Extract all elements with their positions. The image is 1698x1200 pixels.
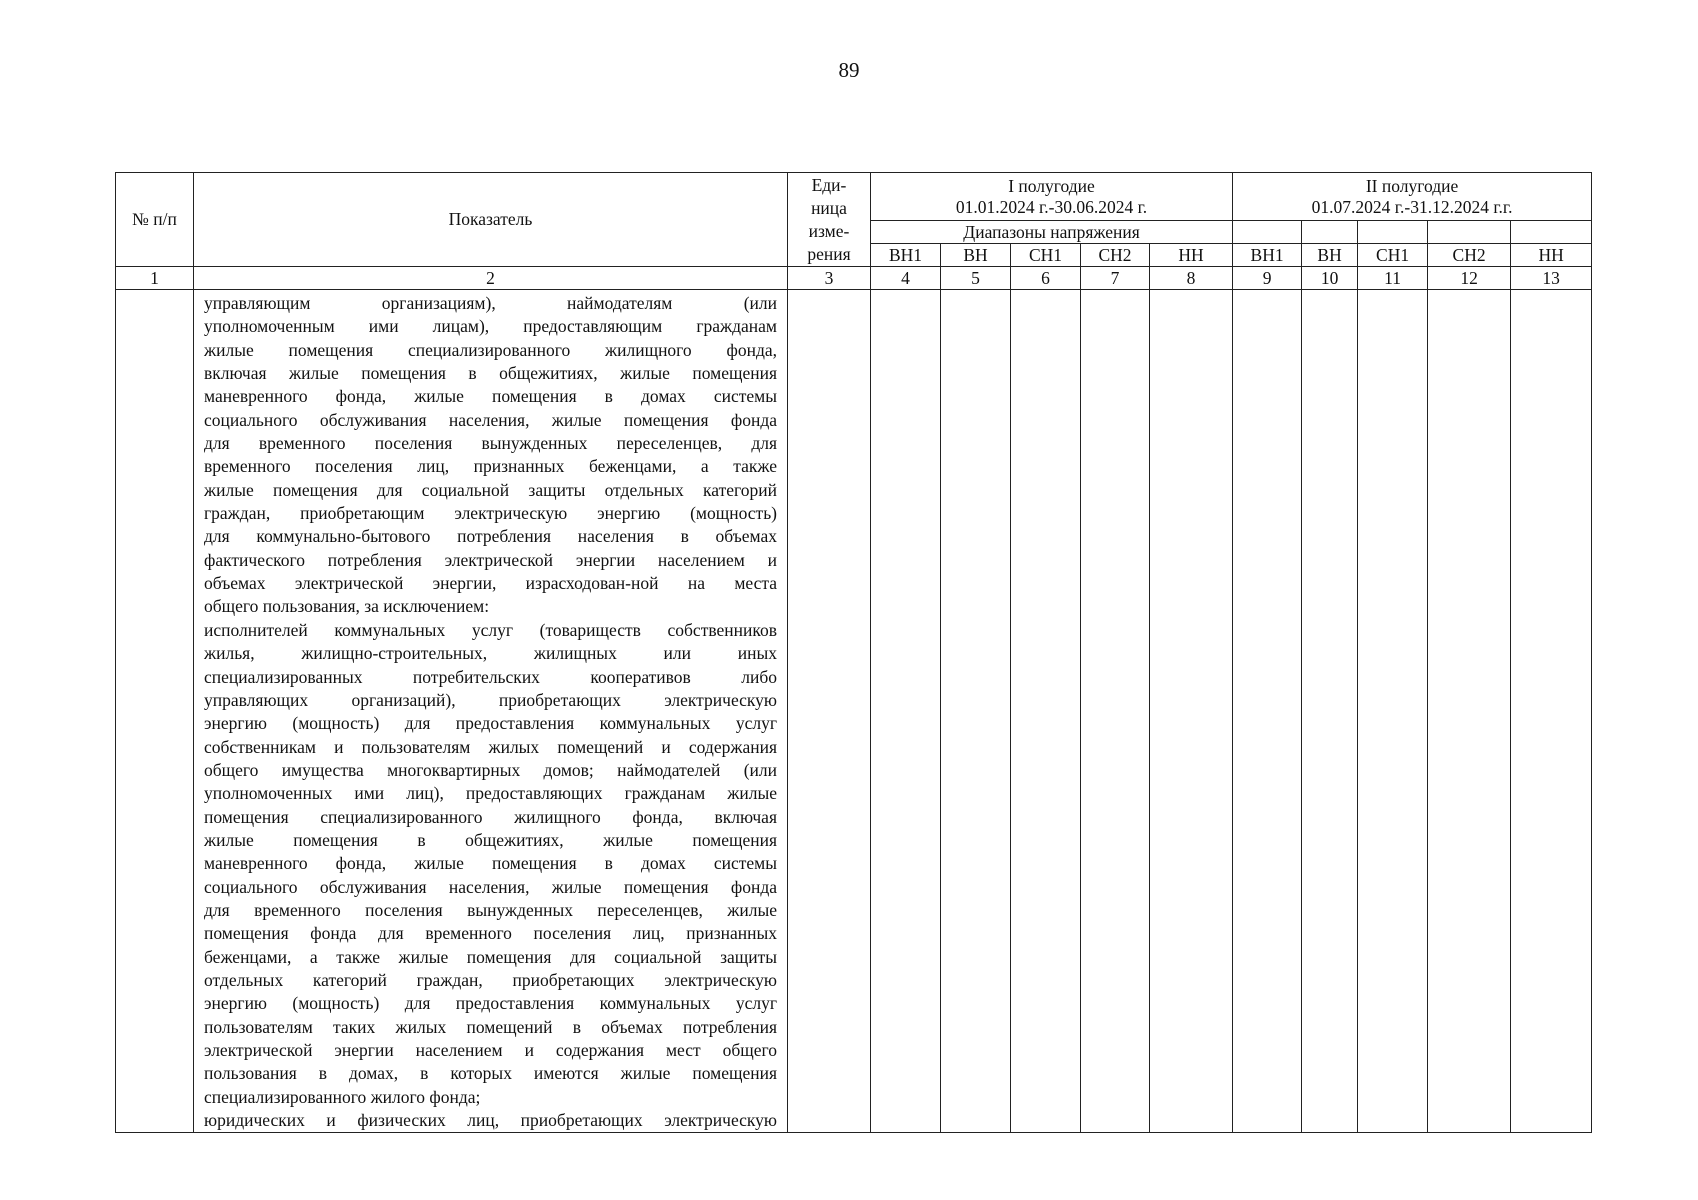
column-number: 4 bbox=[871, 267, 941, 290]
voltage-level-h1: НН bbox=[1150, 244, 1233, 267]
column-number: 8 bbox=[1150, 267, 1233, 290]
text-line: граждан, приобретающим электрическую энергию (мощность) bbox=[204, 503, 777, 524]
text-line: помещения специализированного жилищного фонда, включая bbox=[204, 806, 777, 827]
value-cell bbox=[1358, 290, 1428, 1133]
text-line: жилья, жилищно-строительных, жилищных или иных bbox=[204, 643, 777, 664]
header-row-1 bbox=[116, 173, 1592, 221]
page-number: 89 bbox=[838, 58, 860, 82]
text-line: пользователям таких жилых помещений в объемах потребления bbox=[204, 1016, 777, 1037]
text-line: специализированных потребительских кооперативов либо bbox=[204, 666, 777, 687]
tariff-table bbox=[115, 172, 1592, 1133]
header-half2-period: 01.07.2024 г.-31.12.2024 г.г. bbox=[1311, 196, 1513, 217]
text-line: жилые помещения специализированного жилищного фонда, bbox=[204, 339, 777, 360]
text-line: исполнителей коммунальных услуг (товариществ собственников bbox=[204, 619, 777, 640]
voltage-level-h2: СН2 bbox=[1428, 244, 1511, 267]
voltage-level-h1: ВН1 bbox=[871, 244, 941, 267]
text-line: специализированного жилого фонда; bbox=[204, 1086, 481, 1107]
text-line: помещения фонда для временного поселения лиц, признанных bbox=[204, 923, 777, 944]
text-line: маневренного фонда, жилые помещения в домах системы bbox=[204, 853, 777, 874]
text-line: электрической энергии населением и содержания мест общего bbox=[204, 1040, 777, 1060]
text-line: общего пользования, за исключением: bbox=[204, 596, 490, 617]
text-line: временного поселения лиц, признанных беженцами, а также bbox=[204, 456, 777, 477]
header-half1-title: I полугодие bbox=[1008, 175, 1095, 196]
text-line: уполномоченных ими лиц), предоставляющих гражданам жилые bbox=[204, 783, 777, 804]
column-number: 12 bbox=[1428, 267, 1511, 290]
value-cell bbox=[871, 290, 941, 1133]
text-line: управляющих организаций), приобретающих электрическую bbox=[204, 689, 777, 710]
text-line: управляющим организациям), наймодателям (или bbox=[204, 293, 777, 313]
text-line: энергию (мощность) для предоставления коммунальных услуг bbox=[204, 993, 777, 1014]
value-cell bbox=[1233, 290, 1302, 1133]
text-line: социального обслуживания населения, жилые помещения фонда bbox=[204, 876, 777, 897]
header-blank bbox=[1428, 221, 1511, 244]
row-number-cell bbox=[116, 290, 194, 1133]
voltage-level-h1: ВН bbox=[941, 244, 1011, 267]
header-blank bbox=[1302, 221, 1358, 244]
text-line: пользования в домах, в которых имеются жилые помещения bbox=[204, 1063, 777, 1084]
header-unit-line: рения bbox=[807, 243, 851, 264]
column-number: 11 bbox=[1358, 267, 1428, 290]
text-line: для временного поселения вынужденных переселенцев, для bbox=[204, 433, 777, 454]
header-blank bbox=[1233, 221, 1302, 244]
column-number: 5 bbox=[941, 267, 1011, 290]
column-number: 13 bbox=[1511, 267, 1592, 290]
column-number: 6 bbox=[1011, 267, 1081, 290]
value-cell bbox=[1302, 290, 1358, 1133]
value-cell bbox=[1081, 290, 1150, 1133]
header-unit-line: ница bbox=[811, 197, 847, 218]
indicator-text bbox=[194, 290, 788, 1133]
value-cell bbox=[1011, 290, 1081, 1133]
header-unit bbox=[788, 173, 871, 267]
column-number: 7 bbox=[1081, 267, 1150, 290]
header-num: № п/п bbox=[116, 173, 194, 267]
column-number: 10 bbox=[1302, 267, 1358, 290]
header-unit-line: изме- bbox=[808, 220, 850, 241]
voltage-level-h1: СН1 bbox=[1011, 244, 1081, 267]
text-line: беженцами, а также жилые помещения для социальной защиты bbox=[204, 946, 777, 967]
text-line: уполномоченным ими лицам), предоставляющим гражданам bbox=[204, 316, 777, 337]
text-line: для коммунально-бытового потребления населения в объемах bbox=[204, 526, 777, 547]
text-line: включая жилые помещения в общежитиях, жилые помещения bbox=[204, 363, 777, 384]
header-half1-period: 01.01.2024 г.-30.06.2024 г. bbox=[955, 196, 1148, 217]
text-line: фактического потребления электрической энергии населением и bbox=[204, 549, 777, 570]
text-line: социального обслуживания населения, жилые помещения фонда bbox=[204, 409, 777, 430]
voltage-level-h2: СН1 bbox=[1358, 244, 1428, 267]
table-row bbox=[116, 290, 1592, 1133]
text-line: жилые помещения в общежитиях, жилые помещения bbox=[204, 829, 777, 850]
voltage-level-h2: НН bbox=[1511, 244, 1592, 267]
text-line: жилые помещения для социальной защиты отдельных категорий bbox=[204, 479, 777, 500]
text-line: энергию (мощность) для предоставления коммунальных услуг bbox=[204, 713, 777, 734]
header-voltage-ranges: Диапазоны напряжения bbox=[871, 221, 1233, 244]
text-line: общего имущества многоквартирных домов; наймодателей (или bbox=[204, 759, 777, 780]
header-unit-line: Еди- bbox=[811, 174, 847, 195]
column-number: 2 bbox=[194, 267, 788, 290]
text-line: объемах электрической энергии, израсходован-ной на места bbox=[204, 573, 777, 594]
value-cell bbox=[1428, 290, 1511, 1133]
header-half2 bbox=[1233, 173, 1592, 221]
voltage-level-h2: ВН1 bbox=[1233, 244, 1302, 267]
text-line: отдельных категорий граждан, приобретающих электрическую bbox=[204, 969, 777, 990]
value-cell bbox=[941, 290, 1011, 1133]
header-blank bbox=[1358, 221, 1428, 244]
text-line: маневренного фонда, жилые помещения в домах системы bbox=[204, 386, 777, 407]
column-number: 1 bbox=[116, 267, 194, 290]
header-half1 bbox=[871, 173, 1233, 221]
column-number: 3 bbox=[788, 267, 871, 290]
voltage-level-h2: ВН bbox=[1302, 244, 1358, 267]
value-cell bbox=[1150, 290, 1233, 1133]
column-number-row bbox=[116, 267, 1592, 290]
text-line: для временного поселения вынужденных переселенцев, жилые bbox=[204, 899, 777, 920]
value-cell bbox=[1511, 290, 1592, 1133]
unit-cell bbox=[788, 290, 871, 1133]
voltage-level-h1: СН2 bbox=[1081, 244, 1150, 267]
header-indicator: Показатель bbox=[194, 173, 788, 267]
header-blank bbox=[1511, 221, 1592, 244]
header-half2-title: II полугодие bbox=[1365, 175, 1459, 196]
text-line: собственникам и пользователям жилых помещений и содержания bbox=[204, 736, 777, 757]
column-number: 9 bbox=[1233, 267, 1302, 290]
text-line: юридических и физических лиц, приобретающих электрическую bbox=[204, 1110, 777, 1131]
